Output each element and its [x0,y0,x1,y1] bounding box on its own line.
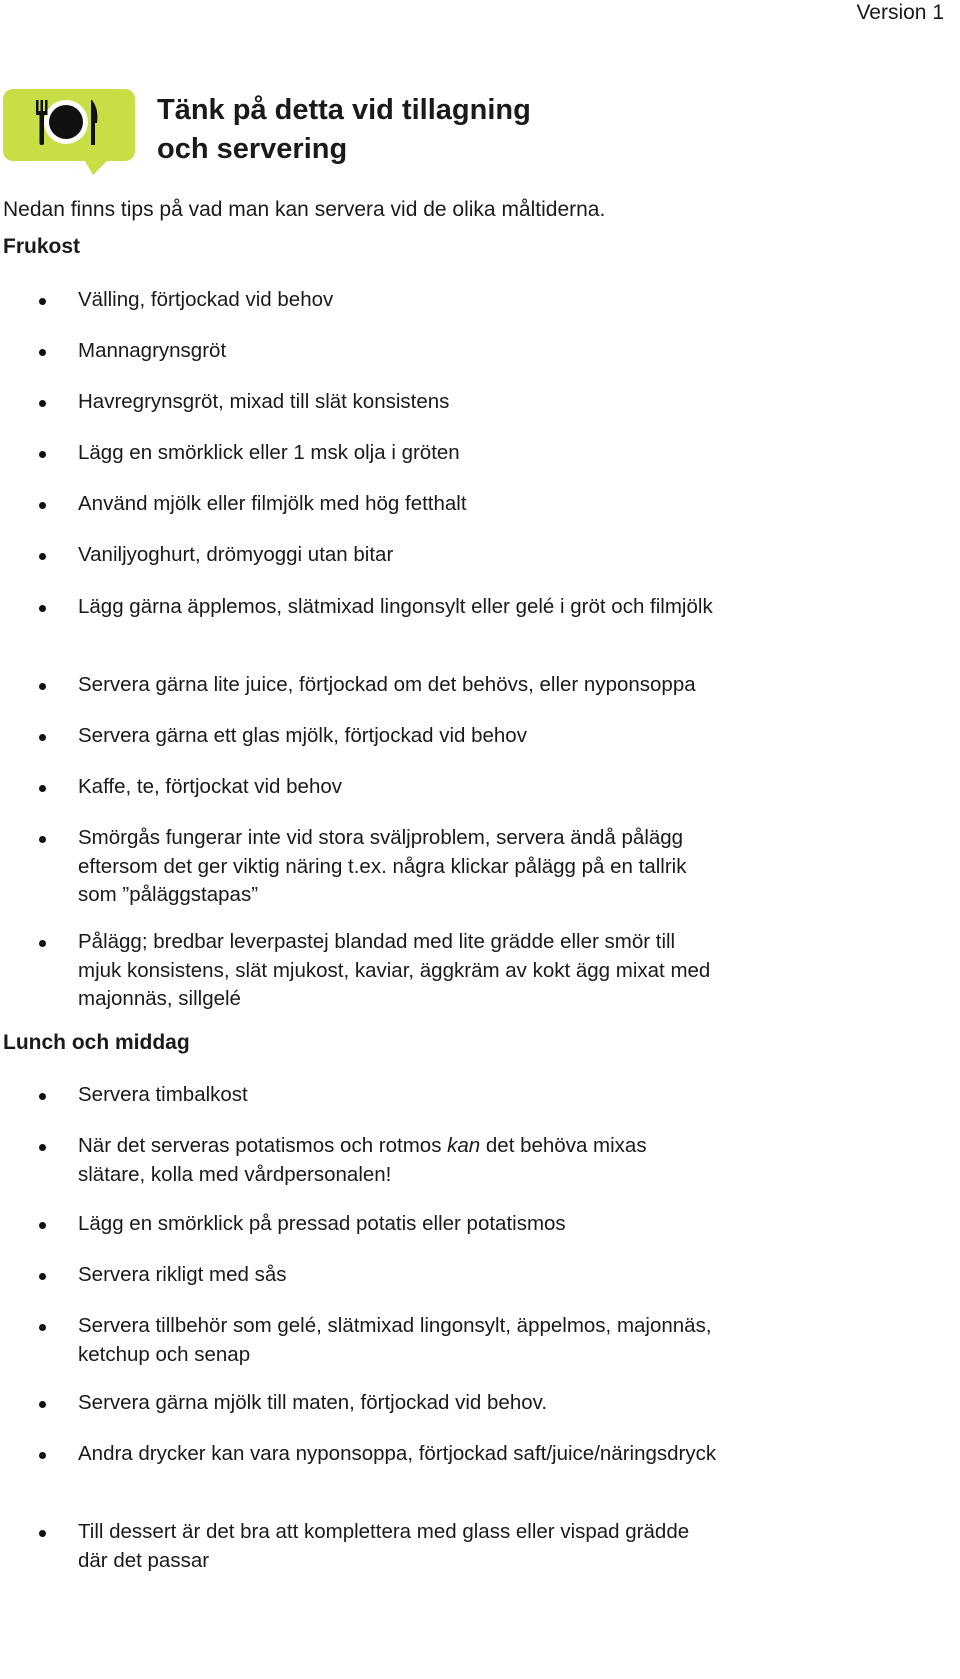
bullet-icon [39,734,46,741]
list-item-text: Servera gärna lite juice, förtjockad om det behövs, eller nyponsoppa [78,673,696,696]
list-item-text: Smörgås fungerar inte vid stora sväljproblem, servera ändå pålägg eftersom det ger viktig näring t.ex. några klickar pålägg på en tallrik som ”påläggstapas” [78,826,687,906]
list-item-text: Lägg gärna äpplemos, slätmixad lingonsylt eller gelé i gröt och filmjölk [78,595,713,618]
list-item-text: Havregrynsgröt, mixad till slät konsistens [78,390,450,413]
list-item-text [78,1132,718,1189]
list-item-text: Vaniljyoghurt, drömyoggi utan bitar [78,543,394,566]
bullet-icon [39,1401,46,1408]
page-title [157,91,531,169]
section-heading-lunch: Lunch och middag [3,1031,190,1054]
list-item-text: Använd mjölk eller filmjölk med hög fetthalt [78,492,467,515]
section-heading-frukost: Frukost [3,235,81,258]
version-label: Version 1 [856,1,944,24]
page-title-line-1: Tänk på detta vid tillagning [157,94,531,126]
list-item-text: Pålägg; bredbar leverpastej blandad med lite grädde eller smör till mjuk konsistens, slät mjukost, kaviar, äggkräm av kokt ägg mixat med majonnäs, sillgelé [78,930,711,1010]
list-item-text: Lägg en smörklick eller 1 msk olja i gröten [78,441,460,464]
list-item-text: Servera gärna mjölk till maten, förtjockad vid behov. [78,1391,548,1414]
page-title-line-2: och servering [157,133,348,165]
bullet-icon [39,1452,46,1459]
bullet-icon [39,605,46,612]
bullet-icon [39,553,46,560]
bullet-icon [39,836,46,843]
list-item-text: Mannagrynsgröt [78,339,227,362]
plate-with-fork-and-knife-icon [3,89,135,177]
emphasis-text: kan [447,1134,481,1157]
bullet-icon [39,1324,46,1331]
list-item-text: Kaffe, te, förtjockat vid behov [78,775,342,798]
list-item-text: Välling, förtjockad vid behov [78,288,334,311]
bullet-icon [39,502,46,509]
list-item-text: Till dessert är det bra att komplettera med glass eller vispad grädde där det passar [78,1520,690,1572]
bullet-icon [39,683,46,690]
list-item-text: Lägg en smörklick på pressad potatis eller potatismos [78,1212,566,1235]
bullet-icon [39,451,46,458]
bullet-icon [39,400,46,407]
bullet-icon [39,785,46,792]
list-item-text-after: det behöva mixas slätare, kolla med vårdpersonalen! [78,1134,647,1186]
bullet-icon [39,1093,46,1100]
bullet-icon [39,1273,46,1280]
bullet-icon [39,1222,46,1229]
bullet-icon [39,1530,46,1537]
list-item-text-before: När det serveras potatismos och rotmos [78,1134,448,1157]
bullet-icon [39,1144,46,1151]
bullet-icon [39,940,46,947]
list-item-text: Servera rikligt med sås [78,1263,287,1286]
bullet-icon [39,298,46,305]
bullet-icon [39,349,46,356]
list-item-text: Servera tillbehör som gelé, slätmixad lingonsylt, äppelmos, majonnäs, ketchup och senap [78,1314,712,1366]
list-item-text: Servera gärna ett glas mjölk, förtjockad vid behov [78,724,527,747]
intro-paragraph: Nedan finns tips på vad man kan servera vid de olika måltiderna. [3,198,606,221]
list-item-text: Andra drycker kan vara nyponsoppa, förtjockad saft/juice/näringsdryck [78,1442,717,1465]
list-item-text: Servera timbalkost [78,1083,248,1106]
